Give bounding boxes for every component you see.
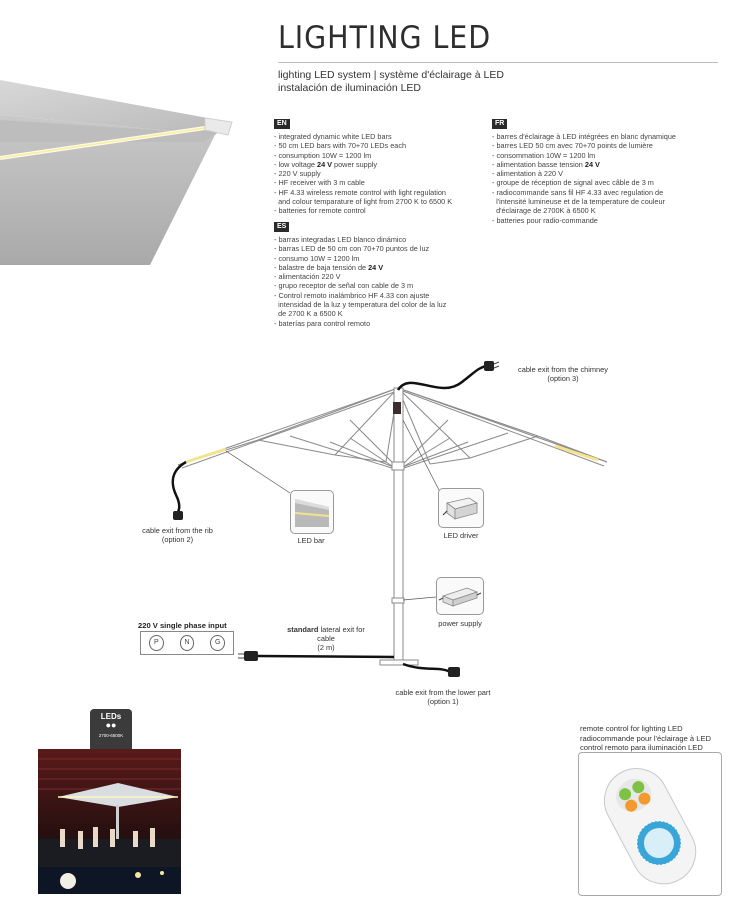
led-driver-inset xyxy=(438,488,484,528)
fr-item-text: barres LED 50 cm avec 70+70 points de lumière xyxy=(496,141,653,151)
phase-icon: P xyxy=(149,635,164,651)
en-item-suffix: power supply xyxy=(332,159,378,169)
rib-exit-label xyxy=(120,526,235,544)
es-lang-tag: ES xyxy=(274,222,289,232)
en-item: - consumption 10W = 1200 lm xyxy=(274,150,372,160)
en-item: - HF receiver with 3 m cable xyxy=(274,178,365,188)
lower-exit-option: (option 1) xyxy=(427,697,459,706)
en-item: - HF 4.33 wireless remote control with light regulation xyxy=(274,187,446,197)
power-supply-inset xyxy=(436,577,484,615)
fr-item: - alimentation à 220 V xyxy=(492,169,563,179)
fr-item-text: groupe de réception de signal avec câble de 3 m xyxy=(496,178,654,188)
fr-lang-tag: FR xyxy=(492,119,507,129)
standard-exit-rest: lateral exit for xyxy=(318,625,365,634)
fr-item-text: barres d'éclairage à LED intégrées en blanc dynamique xyxy=(496,132,676,141)
en-item: - 220 V supply xyxy=(274,169,321,179)
es-item-text: Control remoto inalámbrico HF 4.33 con ajuste xyxy=(278,290,430,300)
chimney-exit-label xyxy=(498,365,628,383)
power-supply-label: power supply xyxy=(438,619,482,628)
remote-control-caption xyxy=(580,724,711,753)
standard-exit-bold: standard xyxy=(287,625,319,634)
es-item: - alimentación 220 V xyxy=(274,272,341,282)
fr-item-text: batteries pour radio-commande xyxy=(496,215,598,225)
en-item: - batteries for remote control xyxy=(274,206,366,216)
standard-exit-line-2: cable xyxy=(317,634,335,643)
fr-item-text: consommation 10W = 1200 lm xyxy=(496,150,596,160)
es-item-text: balastre de baja tensión de xyxy=(278,262,369,272)
en-item-text: and colour temparature of light from 2700 K to 6500 K xyxy=(278,197,453,207)
es-item-text: intensidad de la luz y temperatura del color de la luz xyxy=(278,300,447,310)
leds-badge-range: 2700-6500K xyxy=(98,733,124,738)
en-voltage-bold: 24 V xyxy=(317,159,333,169)
fr-item: - barres d'éclairage à LED intégrées en blanc dynamique xyxy=(492,132,676,141)
led-driver-image xyxy=(439,489,483,527)
ground-icon: G xyxy=(210,635,225,651)
fr-item: - barres LED 50 cm avec 70+70 points de lumière xyxy=(492,141,653,151)
fr-voltage-bold: 24 V xyxy=(584,159,600,169)
en-item-text: HF 4.33 wireless remote control with light regulation xyxy=(278,187,446,197)
night-umbrella-photo xyxy=(38,749,181,894)
rib-exit-option: (option 2) xyxy=(161,535,194,544)
fr-item: - groupe de réception de signal avec câble de 3 m xyxy=(492,178,654,188)
standard-exit-label xyxy=(270,625,382,652)
power-supply-image xyxy=(437,578,483,614)
es-item-text: barras integradas LED blanco dinámico xyxy=(278,235,407,244)
fr-item-text: alimentation basse tension xyxy=(496,159,585,169)
en-item-text: HF receiver with 3 m cable xyxy=(278,178,365,188)
en-item-text: consumption 10W = 1200 lm xyxy=(278,150,372,160)
input-symbols-box xyxy=(140,631,234,655)
en-item-text: batteries for remote control xyxy=(278,206,366,216)
es-item: - consumo 10W = 1200 lm xyxy=(274,253,360,263)
en-item-text: 220 V supply xyxy=(278,169,321,179)
rib-exit-text: cable exit from the rib xyxy=(142,526,213,535)
fr-item: - batteries pour radio-commande xyxy=(492,215,598,225)
remote-caption-line-1: remote control for lighting LED xyxy=(580,724,683,733)
fr-item: - alimentation basse tension 24 V xyxy=(492,159,600,169)
lower-exit-label xyxy=(378,688,508,706)
lower-exit-text: cable exit from the lower part xyxy=(395,688,491,697)
es-item: - balastre de baja tensión de 24 V xyxy=(274,262,384,272)
es-item-text: alimentación 220 V xyxy=(278,272,341,282)
chimney-exit-option: (option 3) xyxy=(547,374,579,383)
fr-item-text: radiocommande sans fil HF 4.33 avec regulation de xyxy=(496,187,664,197)
es-item-text: de 2700 K a 6500 K xyxy=(278,309,343,319)
es-item: - baterías para control remoto xyxy=(274,318,371,328)
es-item-text: consumo 10W = 1200 lm xyxy=(278,253,360,263)
led-driver-label: LED driver xyxy=(443,531,479,540)
remote-control-inset xyxy=(578,752,722,896)
page-title: LIGHTING LED xyxy=(278,20,492,56)
fr-item-text: alimentation à 220 V xyxy=(496,169,563,179)
leds-badge xyxy=(90,709,132,749)
es-item: - Control remoto inalámbrico HF 4.33 con ajuste xyxy=(274,290,430,300)
en-item: - low voltage 24 V power supply xyxy=(274,159,378,169)
remote-caption-line-3: control remoto para iluminación LED xyxy=(580,743,703,752)
remote-control-image xyxy=(579,753,721,895)
en-item-text: low voltage xyxy=(278,159,318,169)
subtitle-line-1: lighting LED system | système d'éclairage à LED xyxy=(278,69,504,81)
led-bulbs-icon: ●● xyxy=(105,720,117,730)
en-item: - integrated dynamic white LED bars xyxy=(274,132,392,141)
es-item: - barras LED de 50 cm con 70+70 puntos de luz xyxy=(274,244,430,254)
leds-badge-title: LEDs xyxy=(100,712,122,721)
led-bar-image xyxy=(291,491,333,533)
chimney-exit-text: cable exit from the chimney xyxy=(518,365,608,374)
input-title: 220 V single phase input xyxy=(138,621,227,630)
fr-item-text: l'intensité lumineuse et de la temperature de couleur xyxy=(496,197,665,207)
subtitle-line-2: instalación de iluminación LED xyxy=(278,82,421,94)
standard-exit-line-1 xyxy=(270,625,382,634)
standard-exit-line-3: (2 m) xyxy=(317,643,335,652)
en-item: - 50 cm LED bars with 70+70 LEDs each xyxy=(274,141,407,151)
fr-item: - radiocommande sans fil HF 4.33 avec regulation de xyxy=(492,187,664,197)
en-item-text: integrated dynamic white LED bars xyxy=(278,132,392,141)
fr-item: - consommation 10W = 1200 lm xyxy=(492,150,596,160)
es-item-text: barras LED de 50 cm con 70+70 puntos de luz xyxy=(278,244,430,254)
neutral-icon: N xyxy=(180,635,195,651)
remote-caption-line-2: radiocommande pour l'éclairage à LED xyxy=(580,733,712,743)
es-voltage-bold: 24 V xyxy=(368,262,384,272)
es-item-text: baterías para control remoto xyxy=(278,318,371,328)
en-lang-tag: EN xyxy=(274,119,290,129)
led-bar-label: LED bar xyxy=(297,536,325,545)
en-item-text: 50 cm LED bars with 70+70 LEDs each xyxy=(278,141,407,151)
es-item-text: grupo receptor de señal con cable de 3 m xyxy=(278,281,414,291)
led-bar-inset xyxy=(290,490,334,534)
es-item: - barras integradas LED blanco dinámico xyxy=(274,235,407,244)
es-item: - grupo receptor de señal con cable de 3 m xyxy=(274,281,414,291)
fr-item-text: d'éclairage de 2700K à 6500 K xyxy=(496,206,596,216)
